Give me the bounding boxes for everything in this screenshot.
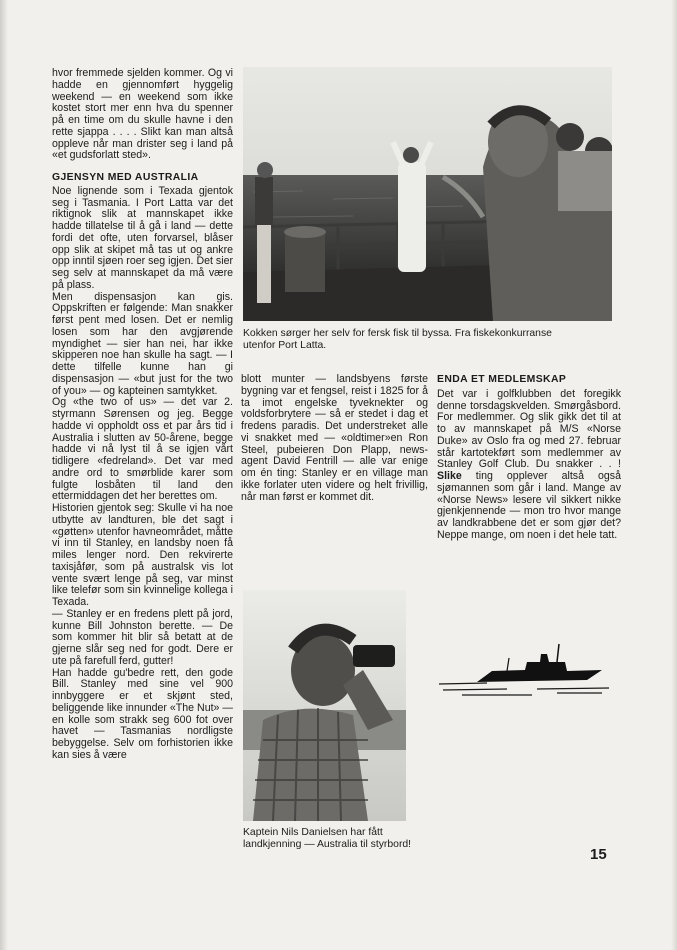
paragraph: — Stanley er en fredens plett på jord, kunne Bill Johnston berette. — De som kommer hit blir så betatt at de gjerne slår seg ned for godt. Dere er ute på farefull ferd, gutter!	[52, 607, 233, 667]
paragraph: Han hadde gu'bedre rett, den gode Bill. Stanley med sine vel 900 innbyggere er et skjønt sted, beliggende like innunder «The Nut» — en kolle som strakk seg 600 fot over havet — Tasmanias nordligste bebyggelse. Selv om forhistorien ikke kan sies å være	[52, 666, 233, 761]
paragraph: Og «the two of us» — det var 2. styrmann Sørensen og jeg. Begge hadde vi oppholdt oss et par års tid i Australia i slutten av 50-årene, begge hadde vi nå lyst til å se igjen vårt tidligere «fedreland». Det var med andre ord to smørblide karer som fulgte losbåten til land den ettermiddagen det her berettes om.	[52, 396, 233, 503]
section-heading-membership: ENDA ET MEDLEMSKAP	[437, 374, 567, 385]
photo-cook-fishing-image	[243, 67, 612, 321]
page-edge-shadow	[671, 0, 677, 950]
paragraph: blott munter — landsbyens første bygning var et fengsel, reist i 1825 for å ta imot engelske tyveknekter og voldsforbrytere — så er stedet i dag et fredens paradis. Det understreket alle vi snakket med — «oldtimer»en Ron Steel, pubeieren Don Plapp, news-agent David Fentrill — alle var enige om én ting: Stanley er en village man ikke forlater uten videre og helt frivillig, når man først er kommet dit.	[241, 373, 428, 503]
paragraph	[437, 389, 621, 542]
photo-cook-fishing	[243, 67, 612, 321]
page-number: 15	[590, 846, 607, 863]
page-spine-shadow	[0, 0, 8, 950]
article-column-1	[52, 68, 233, 762]
paragraph: Noe lignende som i Texada gjentok seg i Tasmania. I Port Latta var det riktignok slik at mannskapet ikke hadde tillatelse til å gå i land — dette fordi det ofte, uten forvarsel, blåser opp slik at skipet må tas ut og ankre opp inntil sjøen roer seg igjen. Det sier seg selv at mannskapet da må være på plass.	[52, 184, 233, 291]
article-column-3	[437, 374, 621, 542]
ship-icon	[437, 640, 612, 700]
photo-captain-binoculars-image	[243, 590, 406, 821]
paragraph: Men dispensasjon kan gis. Oppskriften er følgende: Man snakker først pent med losen. Det er nemlig losen som har den avgjørende myndighet — sier han nei, har ikke skipperen noe han skulle ha sagt. — I dette tilfelle kunne han gi dispensasjon — «but just for the two of you» — og kapteinen samtykket.	[52, 290, 233, 397]
intro-paragraph: hvor fremmede sjelden kommer. Og vi hadde en gjennomført hyggelig weekend — en weekend som ikke kostet stort mer enn hva du spenner på en time om du skulle havne i den rette sjappa . . . . Slikt kan man altså oppleve når man drister seg i land på «et gudsforlatt sted».	[52, 67, 233, 162]
ship-illustration	[437, 640, 612, 700]
caption-top-photo: Kokken sørger her selv for fersk fisk til byssa. Fra fiskekonkurranse utenfor Port Latta.	[243, 328, 552, 351]
section-heading-australia: GJENSYN MED AUSTRALIA	[52, 172, 199, 183]
bold-word: Slike	[437, 470, 462, 482]
article-column-2	[241, 374, 428, 503]
paragraph-text: ting opplever altså også sjømannen som går i land. Mange av «Norse News» lesere vil sikkert nikke gjenkjennende — mon tro hvor mange av landkrabbene det er som gjør det? Neppe mange, om noen i det hele tatt.	[437, 470, 621, 541]
paragraph-text: Det var i golfklubben det foregikk denne torsdagskvelden. Smørgåsbord. For medlemmer. Og slik gikk det til at to av mannskapet på M/S «Norse Duke» av Oslo fra og med 27. februar står kartotekført som medlemmer av Stanley Golf Club. Du snakker . . !	[437, 387, 621, 471]
caption-bottom-photo: Kaptein Nils Danielsen har fått landkjenning — Australia til styrbord!	[243, 827, 412, 850]
photo-captain-binoculars	[243, 590, 406, 821]
paragraph: Historien gjentok seg: Skulle vi ha noe utbytte av landturen, ble det sagt i «gøtten» utenfor havneområdet, måtte vi inn til Stanley, en landsby noen få miles lenger nord. Den rekvirerte taxisjåfør, som på australsk vis lot vente svært lenge på seg, var minst like telefør som sin kvinnelige kollega i Texada.	[52, 502, 233, 608]
